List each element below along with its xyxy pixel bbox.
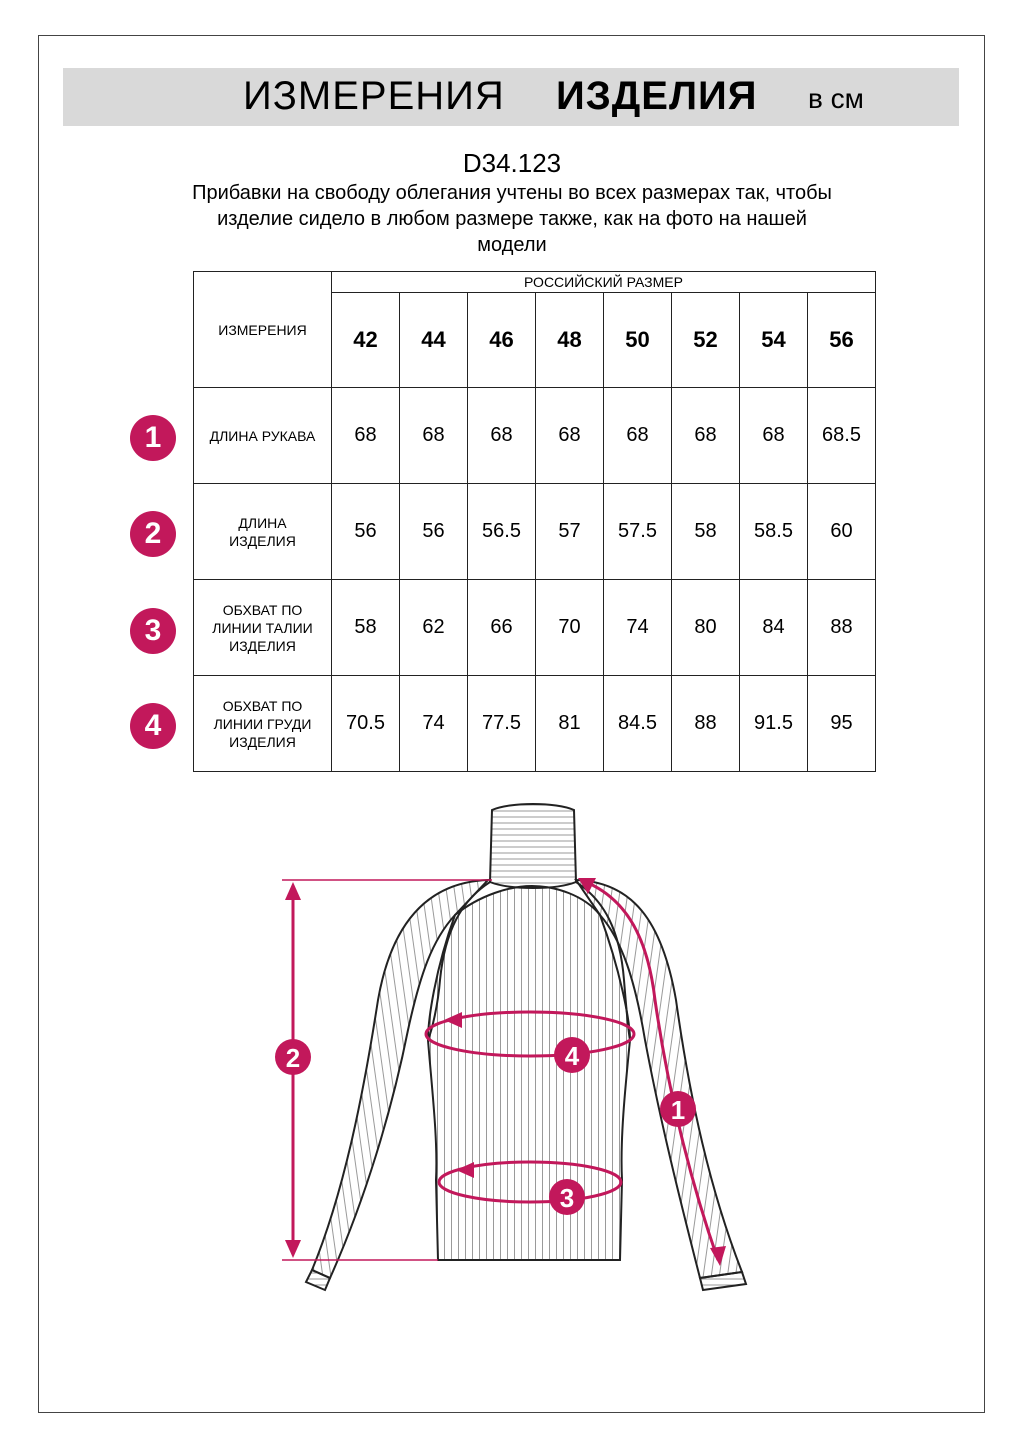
- table-row-garment-length: [194, 484, 876, 580]
- table-cell: 68: [468, 388, 536, 484]
- table-cell: 68: [536, 388, 604, 484]
- table-cell: 60: [808, 484, 876, 580]
- fit-note-line: модели: [477, 234, 547, 256]
- measure-column-header: ИЗМЕРЕНИЯ: [194, 272, 332, 388]
- marker-4-label: 4: [564, 1041, 580, 1071]
- row-label: ОБХВАТ ПО ЛИНИИ ГРУДИ ИЗДЕЛИЯ: [194, 676, 332, 772]
- table-cell: 68.5: [808, 388, 876, 484]
- table-cell: 58: [332, 580, 400, 676]
- size-header: 48: [536, 293, 604, 388]
- table-cell: 84: [740, 580, 808, 676]
- table-cell: 74: [400, 676, 468, 772]
- product-code: D34.123: [462, 148, 562, 178]
- table-cell: 77.5: [468, 676, 536, 772]
- table-cell: 80: [672, 580, 740, 676]
- table-cell: 68: [400, 388, 468, 484]
- size-header: 46: [468, 293, 536, 388]
- row-label: ДЛИНА РУКАВА: [194, 388, 332, 484]
- table-cell: 91.5: [740, 676, 808, 772]
- table-cell: 58: [672, 484, 740, 580]
- row-label: ДЛИНА ИЗДЕЛИЯ: [194, 484, 332, 580]
- table-cell: 56: [400, 484, 468, 580]
- table-cell: 95: [808, 676, 876, 772]
- table-cell: 88: [672, 676, 740, 772]
- size-header: 56: [808, 293, 876, 388]
- table-cell: 66: [468, 580, 536, 676]
- fit-note-line: Прибавки на свободу облегания учтены во всех размерах так, чтобы: [192, 182, 832, 204]
- table-row-waist-girth: [194, 580, 876, 676]
- table-cell: 81: [536, 676, 604, 772]
- size-header: 54: [740, 293, 808, 388]
- row-label: ОБХВАТ ПО ЛИНИИ ТАЛИИ ИЗДЕЛИЯ: [194, 580, 332, 676]
- table-cell: 57.5: [604, 484, 672, 580]
- table-row-chest-girth: [194, 676, 876, 772]
- sweater-diagram: [0, 790, 1024, 1390]
- size-header: 42: [332, 293, 400, 388]
- title-product: ИЗДЕЛИЯ: [556, 74, 758, 118]
- row-badge-2: 2: [130, 511, 176, 557]
- sweater-body: [428, 886, 630, 1260]
- table-cell: 58.5: [740, 484, 808, 580]
- marker-3-label: 3: [559, 1183, 575, 1213]
- marker-2-label: 2: [285, 1043, 301, 1073]
- title-unit: в см: [808, 83, 864, 114]
- length-arrow-head-top: [285, 882, 301, 900]
- table-cell: 70: [536, 580, 604, 676]
- table-cell: 68: [604, 388, 672, 484]
- fit-note-line: изделие сидело в любом размере также, как на фото на нашей: [217, 208, 807, 230]
- table-cell: 56: [332, 484, 400, 580]
- table-cell: 68: [672, 388, 740, 484]
- size-header: 52: [672, 293, 740, 388]
- table-cell: 74: [604, 580, 672, 676]
- row-badge-3: 3: [130, 608, 176, 654]
- table-cell: 57: [536, 484, 604, 580]
- table-cell: 56.5: [468, 484, 536, 580]
- size-table: [193, 271, 876, 772]
- table-cell: 68: [332, 388, 400, 484]
- title-measurements: ИЗМЕРЕНИЯ: [243, 74, 505, 118]
- length-arrow-head-bottom: [285, 1240, 301, 1258]
- marker-1-label: 1: [670, 1095, 686, 1125]
- table-cell: 68: [740, 388, 808, 484]
- row-badge-1: 1: [130, 415, 176, 461]
- row-badge-4: 4: [130, 703, 176, 749]
- table-cell: 84.5: [604, 676, 672, 772]
- size-header: 44: [400, 293, 468, 388]
- table-cell: 88: [808, 580, 876, 676]
- turtleneck-collar: [490, 804, 576, 888]
- size-group-header: РОССИЙСКИЙ РАЗМЕР: [332, 272, 876, 293]
- table-cell: 62: [400, 580, 468, 676]
- fit-note: [130, 180, 894, 258]
- table-cell: 70.5: [332, 676, 400, 772]
- table-row-sleeve-length: [194, 388, 876, 484]
- size-header: 50: [604, 293, 672, 388]
